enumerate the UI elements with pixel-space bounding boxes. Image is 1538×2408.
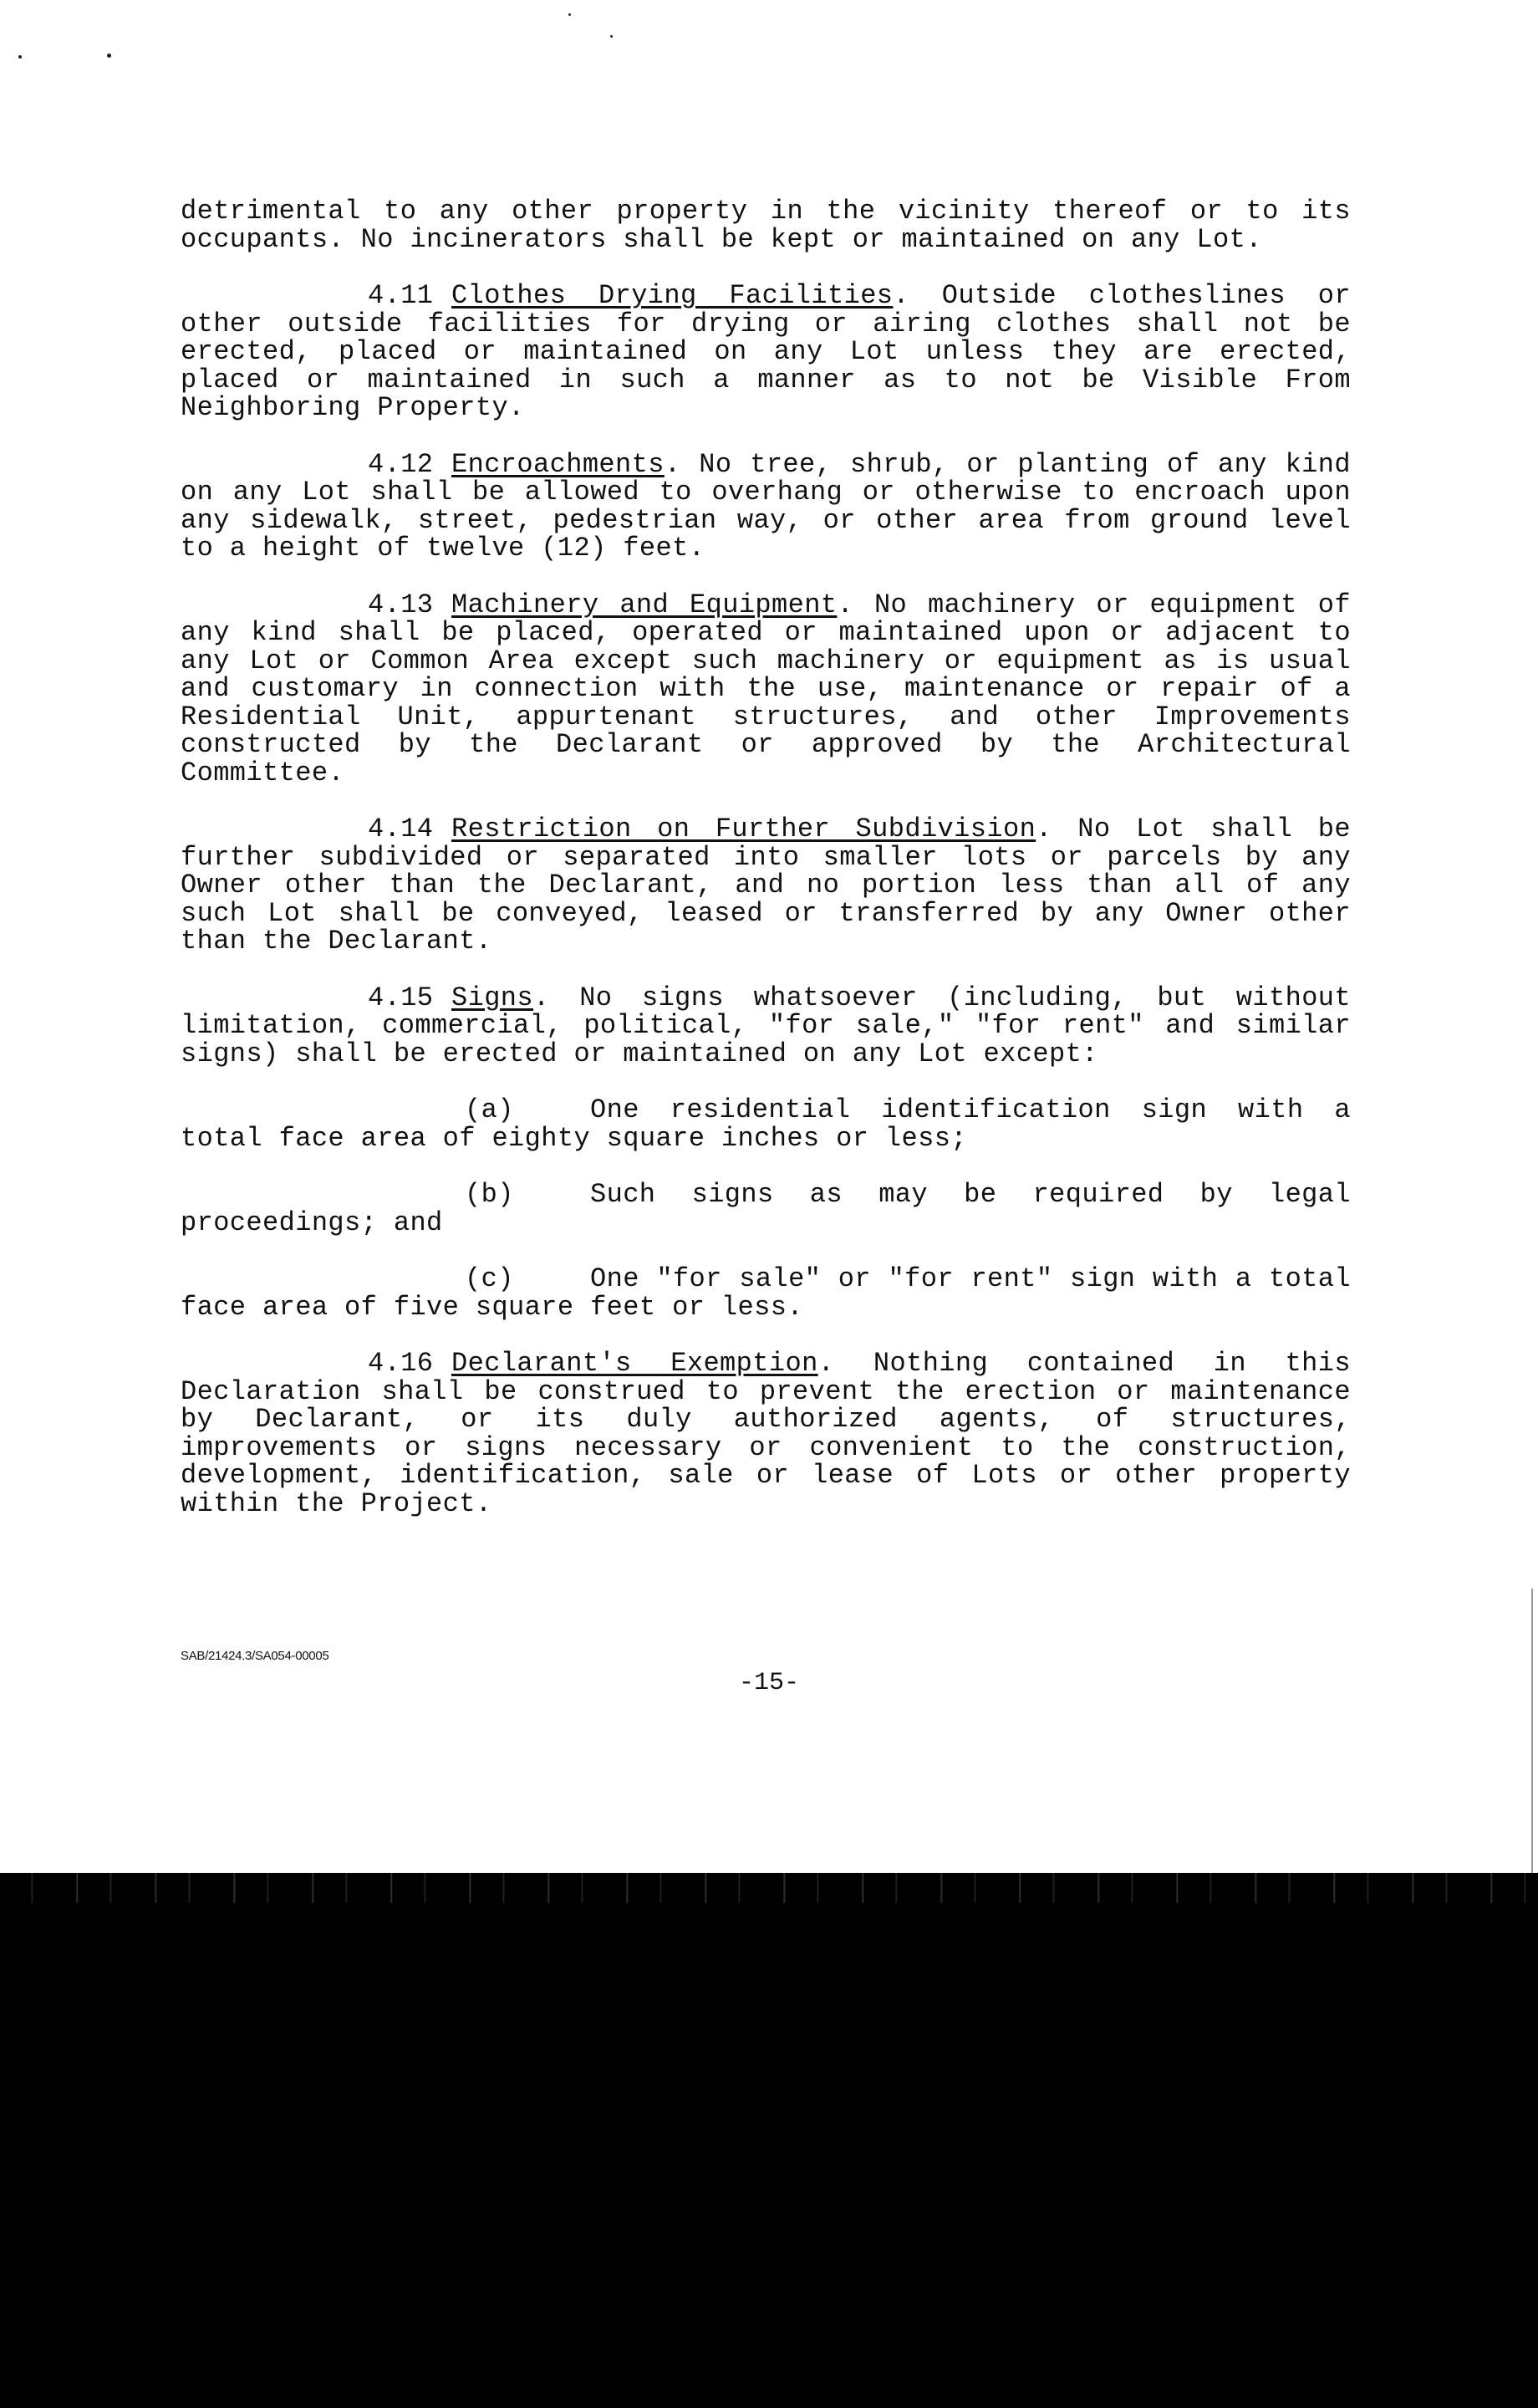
section-number: 4.15: [368, 982, 434, 1013]
section-heading: Machinery and Equipment: [451, 589, 838, 620]
section-text: . No tree, shrub, or planting of any kind on any Lot shall be allowed to overhang or otherwise to encroach upon any sidewalk, street, pedestrian way, or other area from ground level to a height of twelve (12) feet.: [181, 448, 1351, 564]
section-4-14: [181, 815, 1351, 956]
section-4-12: [181, 448, 1351, 564]
section-text: . Outside clotheslines or other outside facilities for drying or airing clothes shall not be erected, placed or maintained on any Lot unless they are erected, placed or maintained in such a manner as to not be Visible From Neighboring Property.: [181, 280, 1352, 423]
scan-speck: [18, 55, 22, 59]
subitem-text: One residential identification sign with a total face area of eighty square inches or less;: [181, 1094, 1351, 1154]
section-text: . Nothing contained in this Declaration shall be construed to prevent the erection or maintenance by Declarant, or its duly authorized agents, of structures, improvements or signs necessary or convenient to the construction, development, identification, sale or lease of Lots or other property within the Project.: [181, 1348, 1351, 1519]
subitem-label: (c): [465, 1263, 514, 1294]
section-number: 4.16: [368, 1348, 434, 1379]
opening-paragraph: detrimental to any other property in the vicinity thereof or to its occupants. No incinerators shall be kept or maintained on any Lot.: [181, 196, 1351, 255]
subitem-b: [181, 1181, 1351, 1237]
subitem-label: (a): [465, 1094, 514, 1125]
document-id: SAB/21424.3/SA054-00005: [181, 1649, 329, 1663]
scan-speck: [610, 35, 613, 38]
subitem-a: [181, 1096, 1351, 1152]
section-number: 4.12: [368, 448, 434, 480]
scan-speck: [107, 54, 111, 58]
subitem-label: (b): [465, 1179, 514, 1210]
section-heading: Restriction on Further Subdivision: [451, 814, 1036, 844]
subitem-text: Such signs as may be required by legal proceedings; and: [181, 1179, 1351, 1238]
document-body: [181, 197, 1351, 1546]
section-number: 4.11: [368, 280, 434, 311]
section-4-13: [181, 591, 1351, 788]
scan-speck: [568, 13, 571, 16]
section-text: . No Lot shall be further subdivided or separated into smaller lots or parcels by any Owner other than the Declarant, and no portion less than all of any such Lot shall be conveyed, leased or transferred by any Owner other than the Declarant.: [181, 814, 1351, 957]
section-heading: Encroachments: [451, 448, 665, 480]
scan-band-noise: [0, 1873, 1538, 1903]
section-4-11: [181, 282, 1351, 422]
subitem-text: One "for sale" or "for rent" sign with a total face area of five square feet or less.: [181, 1263, 1351, 1323]
section-text: . No machinery or equipment of any kind shall be placed, operated or maintained upon or adjacent to any Lot or Common Area except such machinery or equipment as is usual and customary in connection with the use, maintenance or repair of a Residential Unit, appurtenant structures, and other Improvements constructed by the Declarant or approved by the Architectural Committee.: [181, 589, 1351, 788]
section-4-16: [181, 1349, 1351, 1518]
page-number: -15-: [738, 1669, 799, 1697]
scan-edge-line: [1531, 1589, 1533, 1873]
section-heading: Signs: [451, 982, 534, 1013]
section-4-15: [181, 984, 1351, 1069]
section-number: 4.14: [368, 814, 434, 844]
subitem-c: [181, 1265, 1351, 1321]
scan-black-band: [0, 1873, 1538, 2408]
section-text: . No signs whatsoever (including, but without limitation, commercial, political, "for sale," "for rent" and similar signs) shall be erected or maintained on any Lot except:: [181, 982, 1351, 1069]
section-heading: Declarant's Exemption: [451, 1348, 818, 1379]
section-heading: Clothes Drying Facilities: [451, 280, 894, 311]
section-number: 4.13: [368, 589, 434, 620]
